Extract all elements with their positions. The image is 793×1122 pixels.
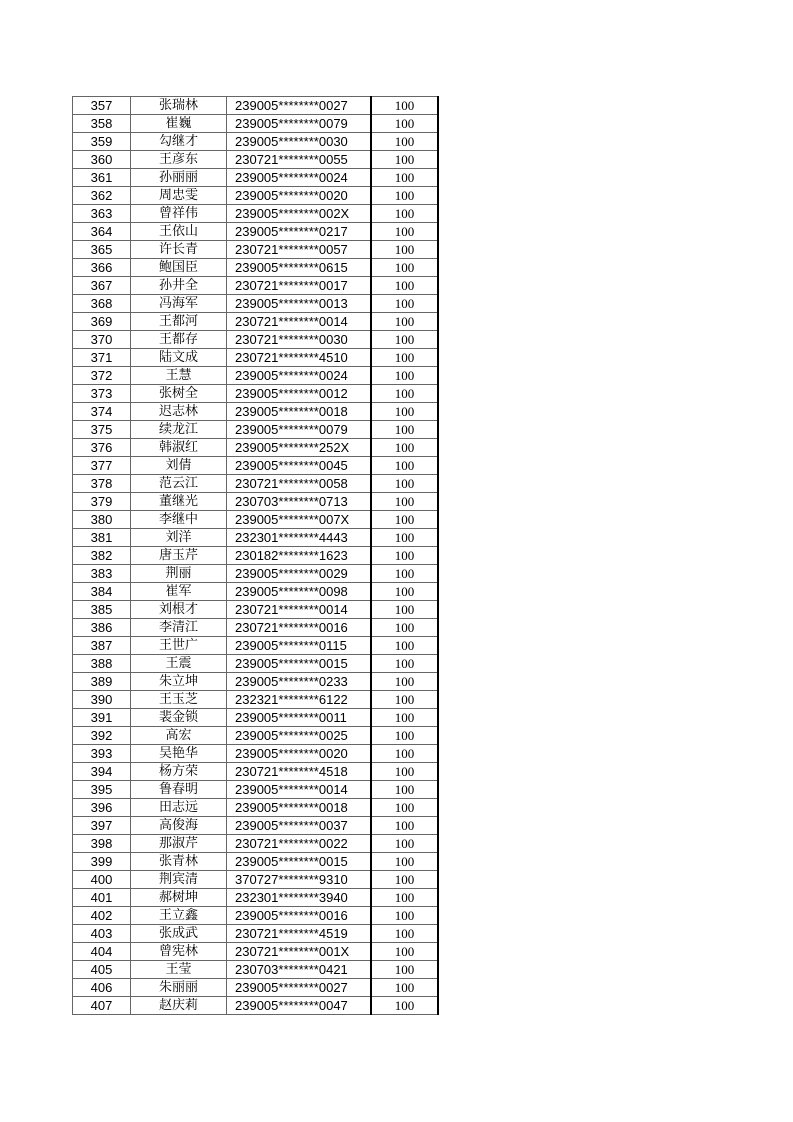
table-row: [73, 583, 439, 601]
row-number-cell: 358: [73, 115, 131, 133]
row-number-cell: 383: [73, 565, 131, 583]
row-number-cell: 370: [73, 331, 131, 349]
row-number-cell: 371: [73, 349, 131, 367]
person-name-cell: 李继中: [131, 511, 227, 529]
id-number-cell: 230721********0057: [227, 241, 372, 259]
table-row: [73, 493, 439, 511]
person-name-cell: 范云江: [131, 475, 227, 493]
id-number-cell: 230721********0016: [227, 619, 372, 637]
person-name-cell: 荆丽: [131, 565, 227, 583]
row-number-cell: 397: [73, 817, 131, 835]
score-cell: 100: [371, 223, 438, 241]
table-row: [73, 259, 439, 277]
score-cell: 100: [371, 853, 438, 871]
table-row: [73, 781, 439, 799]
table-row: [73, 943, 439, 961]
id-number-cell: 230721********0014: [227, 313, 372, 331]
id-number-cell: 239005********0025: [227, 727, 372, 745]
row-number-cell: 401: [73, 889, 131, 907]
row-number-cell: 405: [73, 961, 131, 979]
row-number-cell: 390: [73, 691, 131, 709]
table-row: [73, 349, 439, 367]
score-cell: 100: [371, 817, 438, 835]
id-number-cell: 239005********0018: [227, 799, 372, 817]
id-number-cell: 239005********0018: [227, 403, 372, 421]
row-number-cell: 400: [73, 871, 131, 889]
person-name-cell: 田志远: [131, 799, 227, 817]
person-name-cell: 韩淑红: [131, 439, 227, 457]
person-name-cell: 王都存: [131, 331, 227, 349]
id-number-cell: 239005********007X: [227, 511, 372, 529]
table-row: [73, 511, 439, 529]
id-number-cell: 239005********0024: [227, 169, 372, 187]
score-cell: 100: [371, 637, 438, 655]
person-name-cell: 迟志林: [131, 403, 227, 421]
row-number-cell: 378: [73, 475, 131, 493]
row-number-cell: 384: [73, 583, 131, 601]
table-row: [73, 997, 439, 1015]
person-name-cell: 许长青: [131, 241, 227, 259]
person-name-cell: 王立鑫: [131, 907, 227, 925]
row-number-cell: 376: [73, 439, 131, 457]
row-number-cell: 373: [73, 385, 131, 403]
person-name-cell: 郝树坤: [131, 889, 227, 907]
table-row: [73, 817, 439, 835]
person-name-cell: 张青林: [131, 853, 227, 871]
id-number-cell: 230721********0017: [227, 277, 372, 295]
score-cell: 100: [371, 979, 438, 997]
table-row: [73, 637, 439, 655]
row-number-cell: 393: [73, 745, 131, 763]
id-number-cell: 239005********0030: [227, 133, 372, 151]
id-number-cell: 232301********4443: [227, 529, 372, 547]
score-cell: 100: [371, 583, 438, 601]
row-number-cell: 359: [73, 133, 131, 151]
id-number-cell: 230703********0713: [227, 493, 372, 511]
table-row: [73, 871, 439, 889]
score-cell: 100: [371, 997, 438, 1015]
person-name-cell: 王玉芝: [131, 691, 227, 709]
score-cell: 100: [371, 367, 438, 385]
person-name-cell: 杨方荣: [131, 763, 227, 781]
id-number-cell: 239005********0029: [227, 565, 372, 583]
table-row: [73, 457, 439, 475]
table-row: [73, 223, 439, 241]
id-number-cell: 239005********0016: [227, 907, 372, 925]
person-name-cell: 王莹: [131, 961, 227, 979]
id-number-cell: 232321********6122: [227, 691, 372, 709]
table-row: [73, 961, 439, 979]
score-cell: 100: [371, 403, 438, 421]
table-row: [73, 205, 439, 223]
score-cell: 100: [371, 889, 438, 907]
id-number-cell: 230721********0030: [227, 331, 372, 349]
id-number-cell: 239005********002X: [227, 205, 372, 223]
id-number-cell: 239005********0217: [227, 223, 372, 241]
person-name-cell: 王震: [131, 655, 227, 673]
person-name-cell: 孙丽丽: [131, 169, 227, 187]
person-name-cell: 曾祥伟: [131, 205, 227, 223]
row-number-cell: 362: [73, 187, 131, 205]
score-cell: 100: [371, 439, 438, 457]
table-row: [73, 385, 439, 403]
person-name-cell: 鲍国臣: [131, 259, 227, 277]
score-cell: 100: [371, 187, 438, 205]
score-cell: 100: [371, 745, 438, 763]
table-row: [73, 241, 439, 259]
table-row: [73, 979, 439, 997]
table-row: [73, 169, 439, 187]
person-name-cell: 董继光: [131, 493, 227, 511]
row-number-cell: 368: [73, 295, 131, 313]
person-name-cell: 刘倩: [131, 457, 227, 475]
id-number-cell: 239005********0027: [227, 97, 372, 115]
row-number-cell: 389: [73, 673, 131, 691]
table-row: [73, 925, 439, 943]
id-number-cell: 230721********001X: [227, 943, 372, 961]
score-cell: 100: [371, 763, 438, 781]
score-cell: 100: [371, 133, 438, 151]
row-number-cell: 396: [73, 799, 131, 817]
score-cell: 100: [371, 781, 438, 799]
table-row: [73, 367, 439, 385]
row-number-cell: 361: [73, 169, 131, 187]
table-row: [73, 673, 439, 691]
person-name-cell: 那淑芹: [131, 835, 227, 853]
score-cell: 100: [371, 457, 438, 475]
person-name-cell: 张瑞林: [131, 97, 227, 115]
row-number-cell: 387: [73, 637, 131, 655]
id-number-cell: 239005********0045: [227, 457, 372, 475]
table-row: [73, 151, 439, 169]
person-name-cell: 王都河: [131, 313, 227, 331]
row-number-cell: 381: [73, 529, 131, 547]
id-number-cell: 230721********0055: [227, 151, 372, 169]
table-row: [73, 619, 439, 637]
score-cell: 100: [371, 97, 438, 115]
row-number-cell: 388: [73, 655, 131, 673]
score-cell: 100: [371, 673, 438, 691]
id-number-cell: 230721********0022: [227, 835, 372, 853]
person-name-cell: 王彦东: [131, 151, 227, 169]
row-number-cell: 375: [73, 421, 131, 439]
id-number-cell: 232301********3940: [227, 889, 372, 907]
table-body: [73, 97, 439, 1015]
table-row: [73, 475, 439, 493]
row-number-cell: 404: [73, 943, 131, 961]
table-row: [73, 691, 439, 709]
score-cell: 100: [371, 115, 438, 133]
row-number-cell: 385: [73, 601, 131, 619]
row-number-cell: 380: [73, 511, 131, 529]
person-name-cell: 鲁春明: [131, 781, 227, 799]
table-row: [73, 727, 439, 745]
person-name-cell: 陆文成: [131, 349, 227, 367]
person-name-cell: 刘洋: [131, 529, 227, 547]
score-cell: 100: [371, 277, 438, 295]
score-cell: 100: [371, 601, 438, 619]
person-name-cell: 裴金锁: [131, 709, 227, 727]
row-number-cell: 365: [73, 241, 131, 259]
person-name-cell: 冯海军: [131, 295, 227, 313]
table-row: [73, 277, 439, 295]
row-number-cell: 406: [73, 979, 131, 997]
table-row: [73, 439, 439, 457]
id-number-cell: 230721********4518: [227, 763, 372, 781]
score-cell: 100: [371, 907, 438, 925]
row-number-cell: 386: [73, 619, 131, 637]
id-number-cell: 239005********0027: [227, 979, 372, 997]
table-row: [73, 403, 439, 421]
row-number-cell: 369: [73, 313, 131, 331]
table-row: [73, 529, 439, 547]
row-number-cell: 367: [73, 277, 131, 295]
score-cell: 100: [371, 565, 438, 583]
id-number-cell: 370727********9310: [227, 871, 372, 889]
id-number-cell: 239005********0615: [227, 259, 372, 277]
id-number-cell: 239005********0037: [227, 817, 372, 835]
score-cell: 100: [371, 259, 438, 277]
person-name-cell: 唐玉芹: [131, 547, 227, 565]
id-number-cell: 230721********0014: [227, 601, 372, 619]
table-row: [73, 187, 439, 205]
person-name-cell: 朱立坤: [131, 673, 227, 691]
person-name-cell: 高宏: [131, 727, 227, 745]
score-cell: 100: [371, 313, 438, 331]
row-number-cell: 372: [73, 367, 131, 385]
table-row: [73, 313, 439, 331]
score-cell: 100: [371, 511, 438, 529]
row-number-cell: 357: [73, 97, 131, 115]
row-number-cell: 407: [73, 997, 131, 1015]
id-number-cell: 239005********0233: [227, 673, 372, 691]
score-cell: 100: [371, 835, 438, 853]
id-number-cell: 230721********4510: [227, 349, 372, 367]
score-cell: 100: [371, 799, 438, 817]
table-row: [73, 799, 439, 817]
id-number-cell: 239005********252X: [227, 439, 372, 457]
row-number-cell: 398: [73, 835, 131, 853]
score-cell: 100: [371, 295, 438, 313]
id-number-cell: 239005********0015: [227, 853, 372, 871]
table-row: [73, 97, 439, 115]
table-row: [73, 745, 439, 763]
person-name-cell: 刘根才: [131, 601, 227, 619]
person-name-cell: 荆宾清: [131, 871, 227, 889]
row-number-cell: 399: [73, 853, 131, 871]
row-number-cell: 392: [73, 727, 131, 745]
table-row: [73, 853, 439, 871]
person-name-cell: 王依山: [131, 223, 227, 241]
table-row: [73, 295, 439, 313]
row-number-cell: 366: [73, 259, 131, 277]
person-name-cell: 朱丽丽: [131, 979, 227, 997]
id-number-cell: 230182********1623: [227, 547, 372, 565]
id-number-cell: 230721********4519: [227, 925, 372, 943]
id-number-cell: 239005********0020: [227, 187, 372, 205]
table-row: [73, 907, 439, 925]
score-cell: 100: [371, 871, 438, 889]
person-name-cell: 崔巍: [131, 115, 227, 133]
person-name-cell: 张成武: [131, 925, 227, 943]
row-number-cell: 363: [73, 205, 131, 223]
table-row: [73, 421, 439, 439]
table-row: [73, 601, 439, 619]
table-row: [73, 889, 439, 907]
id-number-cell: 239005********0013: [227, 295, 372, 313]
person-name-cell: 吴艳华: [131, 745, 227, 763]
score-cell: 100: [371, 691, 438, 709]
id-number-cell: 239005********0079: [227, 421, 372, 439]
table-row: [73, 763, 439, 781]
table-row: [73, 565, 439, 583]
id-number-cell: 239005********0098: [227, 583, 372, 601]
row-number-cell: 374: [73, 403, 131, 421]
score-cell: 100: [371, 529, 438, 547]
id-number-cell: 239005********0011: [227, 709, 372, 727]
person-name-cell: 王慧: [131, 367, 227, 385]
table-row: [73, 835, 439, 853]
score-cell: 100: [371, 151, 438, 169]
score-cell: 100: [371, 925, 438, 943]
id-number-cell: 239005********0014: [227, 781, 372, 799]
row-number-cell: 377: [73, 457, 131, 475]
score-cell: 100: [371, 943, 438, 961]
score-cell: 100: [371, 385, 438, 403]
score-cell: 100: [371, 241, 438, 259]
score-cell: 100: [371, 493, 438, 511]
row-number-cell: 394: [73, 763, 131, 781]
row-number-cell: 402: [73, 907, 131, 925]
score-table: [72, 96, 439, 1015]
score-cell: 100: [371, 619, 438, 637]
person-name-cell: 孙井全: [131, 277, 227, 295]
score-cell: 100: [371, 727, 438, 745]
person-name-cell: 勾继才: [131, 133, 227, 151]
table-row: [73, 655, 439, 673]
row-number-cell: 391: [73, 709, 131, 727]
table-row: [73, 115, 439, 133]
id-number-cell: 239005********0020: [227, 745, 372, 763]
score-cell: 100: [371, 331, 438, 349]
row-number-cell: 364: [73, 223, 131, 241]
id-number-cell: 230703********0421: [227, 961, 372, 979]
row-number-cell: 382: [73, 547, 131, 565]
row-number-cell: 360: [73, 151, 131, 169]
id-number-cell: 239005********0012: [227, 385, 372, 403]
score-cell: 100: [371, 169, 438, 187]
table-row: [73, 547, 439, 565]
score-cell: 100: [371, 349, 438, 367]
person-name-cell: 赵庆莉: [131, 997, 227, 1015]
person-name-cell: 李清江: [131, 619, 227, 637]
score-cell: 100: [371, 655, 438, 673]
row-number-cell: 379: [73, 493, 131, 511]
table-row: [73, 709, 439, 727]
person-name-cell: 高俊海: [131, 817, 227, 835]
id-number-cell: 239005********0115: [227, 637, 372, 655]
id-number-cell: 239005********0079: [227, 115, 372, 133]
score-cell: 100: [371, 547, 438, 565]
row-number-cell: 403: [73, 925, 131, 943]
person-name-cell: 王世广: [131, 637, 227, 655]
person-name-cell: 周忠雯: [131, 187, 227, 205]
score-cell: 100: [371, 961, 438, 979]
table-row: [73, 331, 439, 349]
score-cell: 100: [371, 421, 438, 439]
score-cell: 100: [371, 205, 438, 223]
person-name-cell: 曾宪林: [131, 943, 227, 961]
person-name-cell: 续龙江: [131, 421, 227, 439]
person-name-cell: 崔军: [131, 583, 227, 601]
id-number-cell: 230721********0058: [227, 475, 372, 493]
id-number-cell: 239005********0015: [227, 655, 372, 673]
person-name-cell: 张树全: [131, 385, 227, 403]
row-number-cell: 395: [73, 781, 131, 799]
id-number-cell: 239005********0024: [227, 367, 372, 385]
id-number-cell: 239005********0047: [227, 997, 372, 1015]
score-cell: 100: [371, 709, 438, 727]
table-row: [73, 133, 439, 151]
score-cell: 100: [371, 475, 438, 493]
